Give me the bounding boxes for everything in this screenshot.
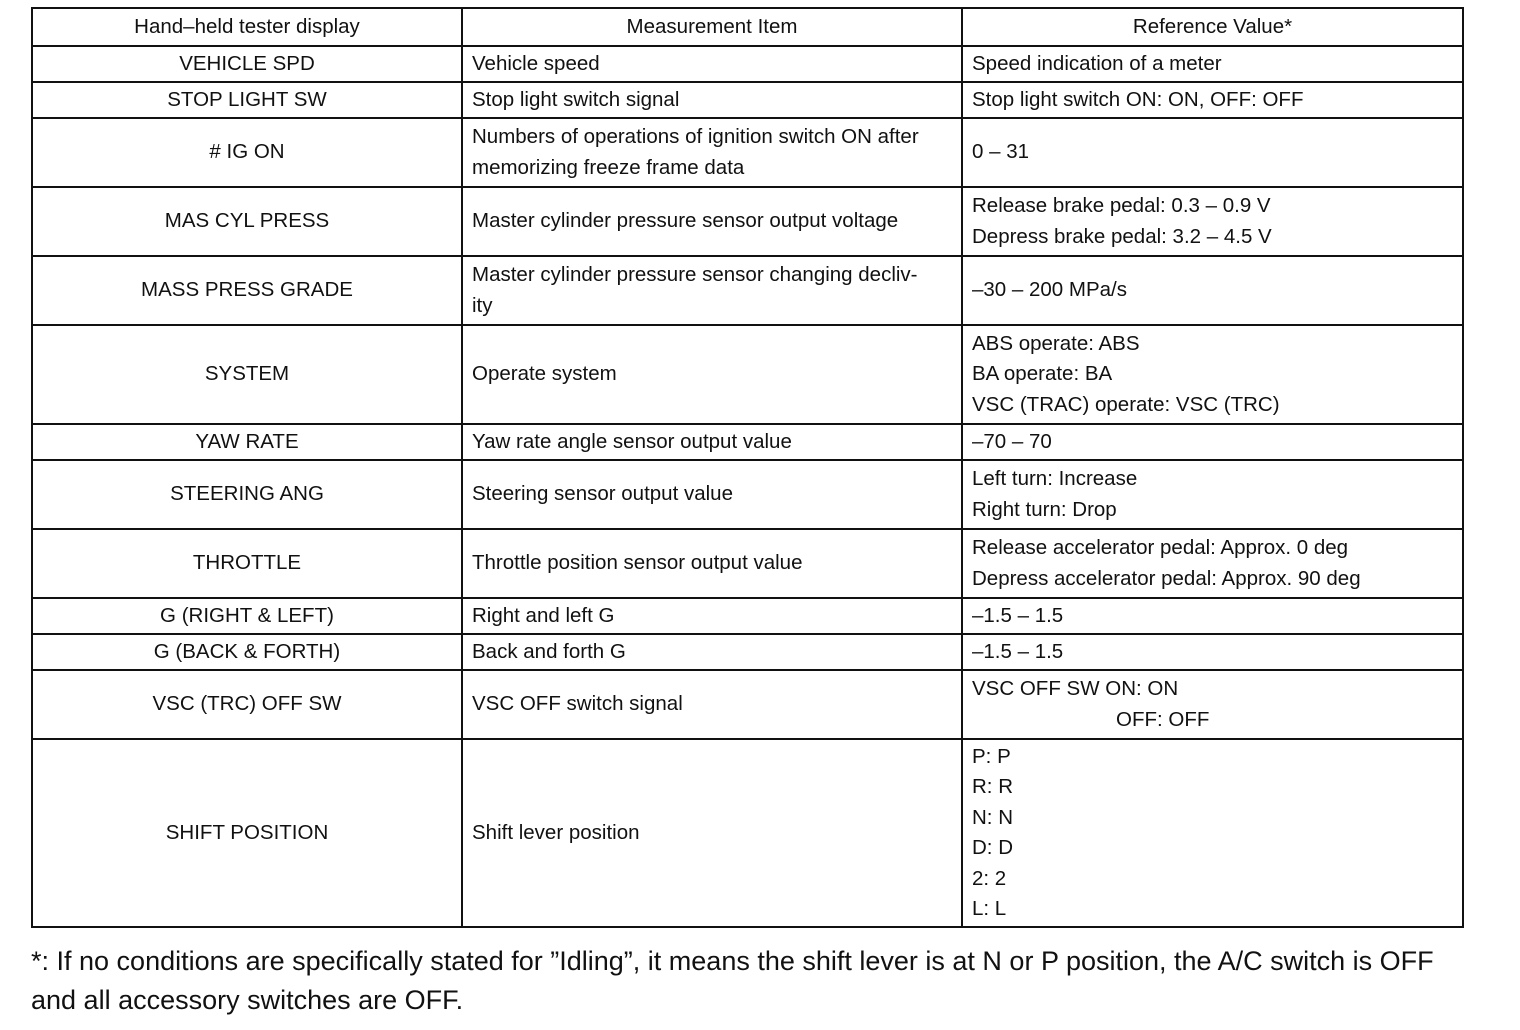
measurement-item-cell bbox=[462, 256, 962, 325]
measurement-item-cell bbox=[462, 82, 962, 118]
measurement-item-line: VSC OFF switch signal bbox=[472, 692, 683, 716]
measurement-item-line: Right and left G bbox=[472, 603, 615, 627]
tester-display-cell: THROTTLE bbox=[32, 529, 462, 598]
reference-value-line: ABS operate: ABS bbox=[972, 331, 1140, 355]
table-row bbox=[32, 670, 1463, 739]
reference-value-cell bbox=[962, 634, 1463, 670]
measurement-item-line: Yaw rate angle sensor output value bbox=[472, 429, 792, 453]
measurement-item-cell bbox=[462, 670, 962, 739]
tester-display-cell: MAS CYL PRESS bbox=[32, 187, 462, 256]
reference-value-cell bbox=[962, 118, 1463, 187]
measurement-item-line: Operate system bbox=[472, 362, 617, 386]
table-row bbox=[32, 118, 1463, 187]
reference-value-line: –30 – 200 MPa/s bbox=[972, 278, 1127, 302]
reference-value-line: Speed indication of a meter bbox=[972, 51, 1222, 75]
tester-display-cell: G (BACK & FORTH) bbox=[32, 634, 462, 670]
reference-value-line: –70 – 70 bbox=[972, 429, 1052, 453]
measurement-item-cell bbox=[462, 634, 962, 670]
reference-value-cell bbox=[962, 670, 1463, 739]
measurement-item-cell bbox=[462, 187, 962, 256]
footnote: *: If no conditions are specifically stated for ”Idling”, it means the shift lever is at N or P position, the A/C switch is OFF and all accessory switches are OFF. bbox=[31, 946, 1434, 1015]
header-reference-value: Reference Value* bbox=[962, 8, 1463, 46]
reference-value-line: P: P bbox=[972, 744, 1011, 768]
measurement-item-cell bbox=[462, 739, 962, 927]
reference-value-cell bbox=[962, 187, 1463, 256]
tester-display-cell: # IG ON bbox=[32, 118, 462, 187]
measurement-item-cell bbox=[462, 598, 962, 634]
reference-value-line: Left turn: Increase bbox=[972, 467, 1138, 490]
reference-value-cell bbox=[962, 460, 1463, 529]
reference-value-line: BA operate: BA bbox=[972, 362, 1113, 386]
header-measurement-item: Measurement Item bbox=[462, 8, 962, 46]
reference-value-line: OFF: OFF bbox=[1116, 707, 1210, 731]
table-row bbox=[32, 187, 1463, 256]
measurement-item-line: Vehicle speed bbox=[472, 51, 600, 75]
reference-value-line: N: N bbox=[972, 805, 1013, 829]
measurement-item-line: Master cylinder pressure sensor output voltage bbox=[472, 209, 899, 233]
reference-value-cell bbox=[962, 256, 1463, 325]
measurement-item-cell bbox=[462, 118, 962, 187]
reference-value-line: Release accelerator pedal: Approx. 0 deg bbox=[972, 536, 1349, 559]
tester-display-cell: STEERING ANG bbox=[32, 460, 462, 529]
reference-value-line: Release brake pedal: 0.3 – 0.9 V bbox=[972, 194, 1271, 217]
tester-display-cell: G (RIGHT & LEFT) bbox=[32, 598, 462, 634]
tester-display-cell: VSC (TRC) OFF SW bbox=[32, 670, 462, 739]
measurement-item-cell bbox=[462, 424, 962, 460]
reference-value-cell bbox=[962, 598, 1463, 634]
reference-value-line: 2: 2 bbox=[972, 866, 1007, 890]
reference-value-cell bbox=[962, 82, 1463, 118]
tester-display-cell: STOP LIGHT SW bbox=[32, 82, 462, 118]
reference-value-cell bbox=[962, 325, 1463, 424]
table-header-row bbox=[32, 8, 1463, 46]
measurement-item-line: Stop light switch signal bbox=[472, 87, 680, 111]
measurement-item-line: Steering sensor output value bbox=[472, 482, 733, 506]
reference-value-line: D: D bbox=[972, 836, 1013, 859]
reference-value-line: Depress accelerator pedal: Approx. 90 deg bbox=[972, 566, 1361, 590]
measurement-item-cell bbox=[462, 46, 962, 82]
tester-display-cell: SYSTEM bbox=[32, 325, 462, 424]
header-tester-display: Hand–held tester display bbox=[32, 8, 462, 46]
reference-value-cell bbox=[962, 529, 1463, 598]
reference-value-line: –1.5 – 1.5 bbox=[972, 639, 1064, 663]
table-row bbox=[32, 529, 1463, 598]
measurement-item-line: Shift lever position bbox=[472, 820, 640, 844]
table-row bbox=[32, 598, 1463, 634]
reference-table bbox=[31, 7, 1464, 928]
measurement-item-cell bbox=[462, 529, 962, 598]
tester-display-cell: VEHICLE SPD bbox=[32, 46, 462, 82]
reference-value-line: Stop light switch ON: ON, OFF: OFF bbox=[972, 87, 1304, 111]
reference-value-line: –1.5 – 1.5 bbox=[972, 603, 1064, 627]
reference-value-cell bbox=[962, 424, 1463, 460]
table-row bbox=[32, 634, 1463, 670]
measurement-item-line: memorizing freeze frame data bbox=[472, 155, 745, 179]
measurement-item-line: Numbers of operations of ignition switch ON after bbox=[472, 125, 919, 148]
measurement-item-line: Throttle position sensor output value bbox=[472, 551, 803, 575]
reference-value-line: 0 – 31 bbox=[972, 140, 1029, 164]
table-row bbox=[32, 325, 1463, 424]
table-row bbox=[32, 46, 1463, 82]
table-row bbox=[32, 424, 1463, 460]
reference-value-line: L: L bbox=[972, 897, 1007, 920]
tester-display-cell: YAW RATE bbox=[32, 424, 462, 460]
reference-value-cell bbox=[962, 739, 1463, 927]
reference-value-line: VSC (TRAC) operate: VSC (TRC) bbox=[972, 392, 1280, 416]
table-row bbox=[32, 82, 1463, 118]
table-row bbox=[32, 256, 1463, 325]
measurement-item-cell bbox=[462, 325, 962, 424]
measurement-item-line: ity bbox=[472, 293, 493, 317]
tester-display-cell: SHIFT POSITION bbox=[32, 739, 462, 927]
table-row bbox=[32, 460, 1463, 529]
reference-value-line: R: R bbox=[972, 775, 1013, 798]
measurement-item-cell bbox=[462, 460, 962, 529]
reference-value-line: VSC OFF SW ON: ON bbox=[972, 677, 1179, 700]
tester-display-cell: MASS PRESS GRADE bbox=[32, 256, 462, 325]
table-row bbox=[32, 739, 1463, 927]
reference-value-line: Depress brake pedal: 3.2 – 4.5 V bbox=[972, 224, 1272, 248]
reference-value-cell bbox=[962, 46, 1463, 82]
reference-value-line: Right turn: Drop bbox=[972, 497, 1117, 521]
measurement-item-line: Master cylinder pressure sensor changing decliv- bbox=[472, 263, 918, 286]
measurement-item-line: Back and forth G bbox=[472, 639, 626, 663]
